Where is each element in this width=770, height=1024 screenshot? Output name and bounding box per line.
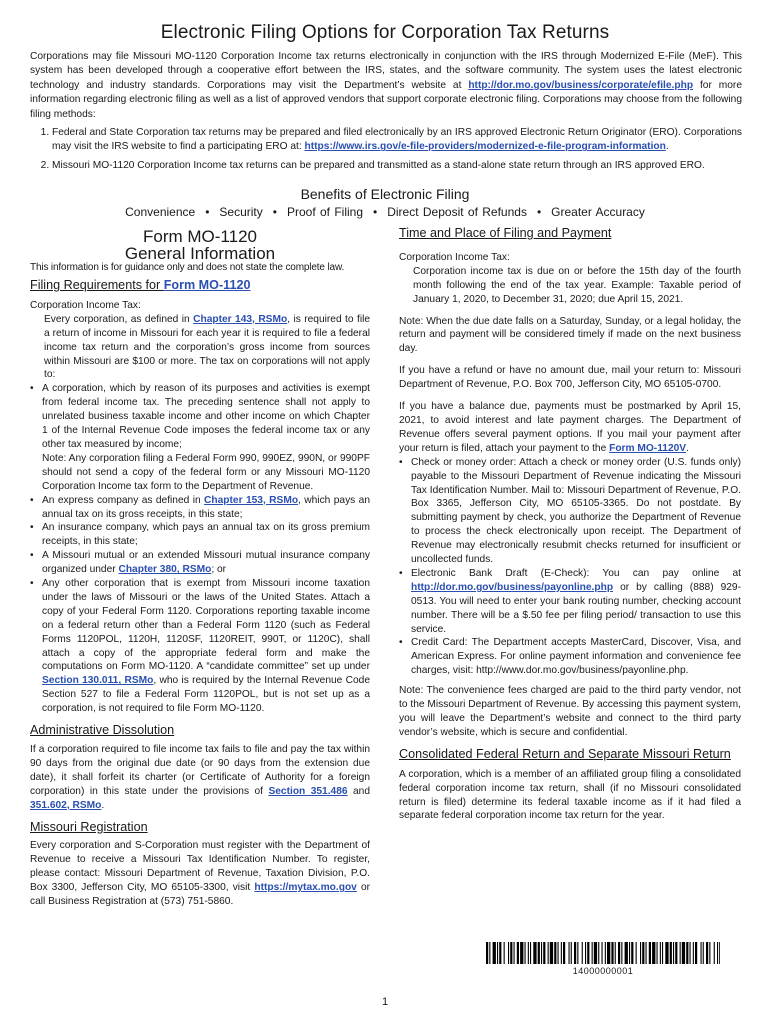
barcode-bar xyxy=(714,942,715,964)
barcode-bar xyxy=(693,942,694,964)
filing-method-2: 2. Missouri MO-1120 Corporation Income tax returns can be prepared and transmitted as a stand-alone state return through an IRS approved ERO. xyxy=(52,159,742,173)
barcode-bar xyxy=(554,942,556,964)
time-place-heading: Time and Place of Filing and Payment xyxy=(399,226,612,240)
barcode-bar xyxy=(514,942,515,964)
text: , is required to file a return of income in Missouri for each year it is required to file a federal income tax return and the corporation’s gross income from sources within Missouri are $100 or more. The tax on corporations will not apply to: xyxy=(44,313,371,381)
text: An express company as defined in xyxy=(42,494,205,506)
barcode-bar xyxy=(629,942,630,964)
text: Every corporation, as defined in xyxy=(44,313,194,325)
barcode xyxy=(486,942,720,964)
barcode-bar xyxy=(497,942,498,964)
text: A Missouri mutual or an extended Missouri mutual insurance company organized under xyxy=(42,550,370,576)
text: , which pays an annual tax on its gross receipts, in this state; xyxy=(42,494,370,520)
form-mo1120-link[interactable]: Form MO-1120 xyxy=(163,278,251,292)
list-item xyxy=(42,577,370,716)
barcode-bar xyxy=(569,942,570,964)
method-1-text: Federal and State Corporation tax returns may be prepared and filed electronically by an IRS approved Electronic Return Originator (ERO). Corporations may visit the IRS website to find a participating ERO at: xyxy=(52,127,742,153)
barcode-bar xyxy=(530,942,531,964)
missouri-registration-text xyxy=(30,839,370,909)
barcode-bar xyxy=(528,942,529,964)
barcode-bar xyxy=(582,942,583,964)
list-item xyxy=(42,382,370,493)
text: Any other corporation that is exempt from Missouri income taxation under the laws of Missouri or the laws of the United States. Attach a copy of your Federal Form 1120. Corporations reporting taxable income on a federal return other than a Federal Form 1120 (such as Federal Forms 1120POL, 1120H, 1120SF, 1120REIT, 990T, or 1120C), shall attach a copy of the appropriate federal form and make the computations on Form MO-1120. A “candidate committee” set up under xyxy=(42,578,370,673)
bullet-separator: • xyxy=(373,205,378,219)
barcode-bar xyxy=(486,942,488,964)
list-item xyxy=(411,567,741,637)
list-item xyxy=(42,549,370,577)
barcode-bar xyxy=(662,942,663,964)
barcode-bar xyxy=(489,942,490,964)
barcode-bar xyxy=(548,942,549,964)
balance-due-text xyxy=(399,400,741,456)
intro-text-2: for more information regarding electronic filing as well as a list of approved vendors that support corporate electronic filing. Corporations may choose from the following filing methods: xyxy=(30,79,742,120)
filing-methods-list xyxy=(30,126,742,173)
irs-ero-link[interactable]: https://www.irs.gov/e-file-providers/modernized-e-file-program-information xyxy=(304,141,666,153)
benefit-item: Security xyxy=(219,205,263,219)
barcode-bar xyxy=(703,942,704,964)
consolidated-return-heading: Consolidated Federal Return and Separate Missouri Return xyxy=(399,746,731,761)
chapter-380-link[interactable]: Chapter 380, RSMo xyxy=(118,564,212,576)
intro-paragraph xyxy=(30,50,742,122)
barcode-bar xyxy=(602,942,603,964)
barcode-bar xyxy=(675,942,677,964)
every-corporation-paragraph xyxy=(30,313,370,383)
convenience-fee-note: Note: The convenience fees charged are paid to the third party vendor, not to the Missouri Department of Revenue. By accessing this payment system, you will leave the Department’s website and connect to the third party vendor’s website, which is secure and confidential. xyxy=(399,685,741,738)
barcode-bar xyxy=(640,942,641,964)
disclaimer: This information is for guidance only and does not state the complete law. xyxy=(30,262,345,273)
barcode-bar xyxy=(660,942,661,964)
text: If a corporation required to file income tax fails to file and pay the tax within 90 days from the original due date (or 90 days from the extension due date), it shall forfeit its charter (or Certificate of Authority for a foreign corporation) in this state under the provisions of xyxy=(30,744,370,797)
barcode-bar xyxy=(680,942,681,964)
corp-income-tax-label: Corporation Income Tax: xyxy=(399,251,510,263)
barcode-bar xyxy=(563,942,565,964)
benefit-item: Direct Deposit of Refunds xyxy=(387,205,527,219)
barcode-bar xyxy=(625,942,628,964)
barcode-bar xyxy=(577,942,578,964)
barcode-bar xyxy=(550,942,553,964)
barcode-bar xyxy=(649,942,651,964)
benefits-list xyxy=(0,205,770,219)
efile-link[interactable]: http://dor.mo.gov/business/corporate/efile.php xyxy=(468,79,694,91)
barcode-bar xyxy=(510,942,512,964)
barcode-bar xyxy=(607,942,610,964)
barcode-bar xyxy=(709,942,710,964)
barcode-bar xyxy=(525,942,526,964)
barcode-bar xyxy=(558,942,559,964)
barcode-bar xyxy=(670,942,672,964)
barcode-bar xyxy=(520,942,523,964)
barcode-bar xyxy=(631,942,633,964)
refund-text: If you have a refund or have no amount due, mail your return to: Missouri Department of Revenue, P.O. Box 700, Jefferson City, MO 65105-0700. xyxy=(399,365,741,391)
text: Electronic Bank Draft (E-Check): You can pay online at xyxy=(411,567,741,579)
barcode-bar xyxy=(571,942,572,964)
text: . xyxy=(101,799,105,811)
benefits-title: Benefits of Electronic Filing xyxy=(300,186,470,202)
barcode-bar xyxy=(695,942,697,964)
barcode-bar xyxy=(605,942,606,964)
barcode-bar xyxy=(592,942,593,964)
benefit-item: Greater Accuracy xyxy=(551,205,645,219)
barcode-bar xyxy=(673,942,674,964)
note-text: Note: Any corporation filing a Federal Form 990, 990EZ, 990N, or 990PF should not send a copy of the federal form or any Missouri MO-1120 Corporation Income tax form to the Department of Revenue. xyxy=(42,452,370,492)
mytax-link[interactable]: https://mytax.mo.gov xyxy=(254,882,357,894)
barcode-bar xyxy=(706,942,708,964)
text: Every corporation and S-Corporation must register with the Department of Revenue to receive a Missouri Tax Identification Number. To register, please contact: Missouri Department of Revenue, Taxation Division, P.O. Box 3300, Jefferson City, MO 65105-3300, visit xyxy=(30,840,370,894)
form-title xyxy=(30,228,370,262)
barcode-bar xyxy=(499,942,501,964)
left-column xyxy=(30,279,370,909)
barcode-bar xyxy=(618,942,620,964)
text: , who is required by the Internal Revenue Code Section 527 to file a Federal Form 1120POL, but is not set up as a corporation, is not required to file Form MO-1120. xyxy=(42,675,370,715)
barcode-bar xyxy=(642,942,644,964)
barcode-bar xyxy=(585,942,586,964)
barcode-bar xyxy=(646,942,647,964)
section-130-011-link[interactable]: Section 130.011, RSMo xyxy=(42,675,154,687)
due-date-text: Corporation income tax is due on or before the 15th day of the fourth month following the end of the tax year. Example: Taxable period of January 1, 2020, to December 31, 2020; due April 15, 2021. xyxy=(413,265,741,305)
page-number: 1 xyxy=(381,996,389,1008)
text: . xyxy=(686,442,689,454)
consolidated-return-text: A corporation, which is a member of an affiliated group filing a consolidated federal corporation income tax return, shall (if no Missouri consolidated return is filed) determine its federal taxable income as if it had filed a separate federal corporation income tax return for the year. xyxy=(399,768,741,822)
barcode-bar xyxy=(587,942,589,964)
intro-section xyxy=(30,50,742,173)
bullet-separator: • xyxy=(205,205,210,219)
barcode-bar xyxy=(538,942,540,964)
filing-requirements-heading xyxy=(30,279,370,293)
barcode-bar xyxy=(615,942,616,964)
chapter-153-link[interactable]: Chapter 153, RSMo xyxy=(204,494,299,506)
bullet-separator: • xyxy=(272,205,277,219)
exemptions-list xyxy=(30,382,370,716)
barcode-bar xyxy=(682,942,685,964)
barcode-bar xyxy=(517,942,519,964)
list-item xyxy=(42,494,370,522)
filing-method-1 xyxy=(52,126,742,155)
form-mo1120v-link[interactable]: Form MO-1120V xyxy=(609,442,687,454)
barcode-bar xyxy=(701,942,702,964)
text: A corporation, which by reason of its purposes and activities is exempt from federal income tax. The preceding sentence shall not apply to unrelated business taxable income and other income on which Chapter 1 of the Internal Revenue Code imposes the federal income tax or any other tax measured by income; xyxy=(42,383,370,450)
text: and xyxy=(347,785,371,797)
form-title-line-2: General Information xyxy=(124,244,276,263)
benefit-item: Convenience xyxy=(125,205,196,219)
barcode-bar xyxy=(652,942,655,964)
barcode-bar xyxy=(665,942,668,964)
missouri-registration-heading: Missouri Registration xyxy=(30,819,148,834)
method-1-end: . xyxy=(665,141,669,153)
barcode-bar xyxy=(686,942,688,964)
list-item: • An insurance company, which pays an annual tax on its gross premium receipts, in this state; xyxy=(42,521,370,549)
list-item: • Check or money order: Attach a check or money order (U.S. funds only) payable to the Missouri Department of Revenue indicating the Missouri Tax Identification Number. Mail to: Missouri Department of Revenue, P.O. Box 3365, Jefferson City, MO 65105-3365. Do not postdate. By submitting payment by check, you authorize the Department of Revenue to process the check electronically upon receipt. The Department of Revenue may electronically resubmit checks returned for insufficient or uncollected funds. xyxy=(411,456,741,567)
payment-options-list xyxy=(399,456,741,679)
text: or call Business Registration at (573) 751-5860. xyxy=(30,882,371,908)
section-351-602-link[interactable]: 351.602, RSMo xyxy=(30,799,102,811)
form-title-line-1: Form MO-1120 xyxy=(143,227,257,246)
administrative-dissolution-heading: Administrative Dissolution xyxy=(30,723,175,738)
barcode-bar xyxy=(611,942,613,964)
barcode-bar xyxy=(636,942,637,964)
administrative-dissolution-text xyxy=(30,743,370,813)
barcode-bar xyxy=(508,942,509,964)
chapter-143-link[interactable]: Chapter 143, RSMo xyxy=(193,313,288,325)
payonline-link[interactable]: http://dor.mo.gov/business/payonline.php xyxy=(411,581,614,593)
barcode-bar xyxy=(543,942,545,964)
barcode-bar xyxy=(690,942,691,964)
barcode-bar xyxy=(541,942,542,964)
benefit-item: Proof of Filing xyxy=(286,205,364,219)
list-item: • Credit Card: The Department accepts MasterCard, Discover, Visa, and American Express. For online payment information and convenience fee charges, visit: http://www.dor.mo.gov/business/payonline.php. xyxy=(411,636,741,678)
intro-text-1: Corporations may file Missouri MO-1120 Corporation Income tax returns electronically in conjunction with the IRS through Modernized E-File (MeF). This system has been developed through a cooperative effort between the IRS, states, and the software community. The system uses the latest electronic technology and industry standards. Corporations may visit the Department’s website at xyxy=(30,51,742,91)
corp-income-tax-label: Corporation Income Tax: xyxy=(30,299,141,311)
text: ; or xyxy=(211,564,227,576)
barcode-bar xyxy=(717,942,718,964)
barcode-bar xyxy=(504,942,505,964)
barcode-bar xyxy=(561,942,562,964)
barcode-bar xyxy=(657,942,658,964)
text: If you have a balance due, payments must be postmarked by April 15, 2021, to avoid interest and late payment charges. The Department of Revenue offers several payment options. If you mail your payment after your return is filed, attach your payment to the xyxy=(399,401,741,454)
barcode-bar xyxy=(598,942,599,964)
right-column xyxy=(399,227,741,823)
barcode-bar xyxy=(533,942,536,964)
section-351-486-link[interactable]: Section 351.486 xyxy=(268,785,348,797)
barcode-bar xyxy=(621,942,622,964)
barcode-bar xyxy=(493,942,496,964)
barcode-number: 14000000001 xyxy=(572,966,634,976)
page-title: Electronic Filing Options for Corporation Tax Returns xyxy=(160,22,610,43)
heading-text: Filing Requirements for xyxy=(30,278,164,292)
bullet-separator: • xyxy=(536,205,542,219)
barcode-bar xyxy=(719,942,720,964)
barcode-bar xyxy=(594,942,597,964)
text: or by calling (888) 929-0513. You will need to enter your bank routing number, checking account number. There will be a $.50 fee per filing period/ transaction to use this service. xyxy=(411,581,741,635)
barcode-bar xyxy=(574,942,576,964)
weekend-note: Note: When the due date falls on a Saturday, Sunday, or a legal holiday, the return and payment will be considered timely if made on the next business day. xyxy=(399,315,741,355)
